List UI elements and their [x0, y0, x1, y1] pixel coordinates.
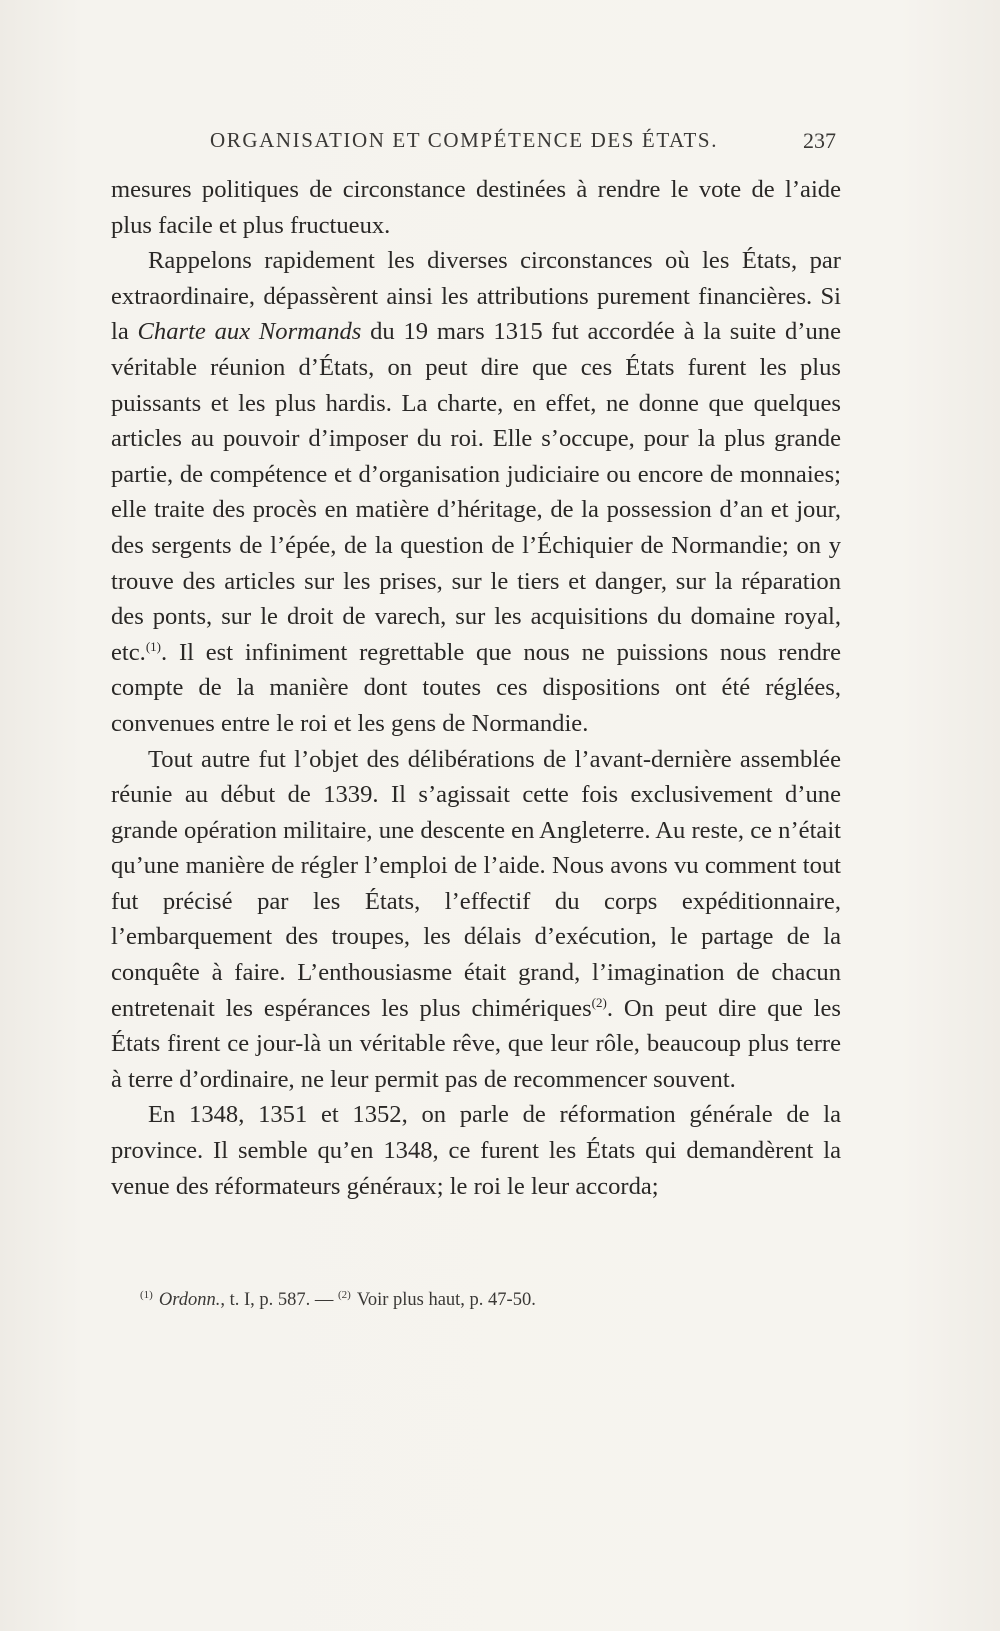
paragraph-3: [111, 742, 841, 1098]
paragraph-4-text: En 1348, 1351 et 1352, on parle de réformation générale de la province. Il semble qu’en 1348, ce furent les États qui demandèrent la venue des réformateurs généraux; le roi le leur accorda;: [111, 1101, 841, 1200]
running-title: ORGANISATION ET COMPÉTENCE DES ÉTATS.: [210, 128, 719, 152]
paragraph-4: [111, 1097, 841, 1204]
paragraph-3-text-b: . On peut dire que les États firent ce jour-là un véritable rêve, que leur rôle, beaucoup plus terre à terre d’ordinaire, ne leur permit pas de recommencer souvent.: [111, 994, 842, 1093]
paragraph-1-text: mesures politiques de circonstance destinées à rendre le vote de l’aide plus facile et plus fructueux.: [111, 176, 841, 239]
footnote-2-text: Voir plus haut, p. 47-50.: [356, 1290, 536, 1310]
footnote-2-mark: (2): [338, 1289, 351, 1301]
footnote-ref-1: (1): [145, 638, 161, 654]
footnote-1-italic: Ordonn.: [158, 1290, 221, 1310]
paragraph-2-text-b: du 19 mars 1315 fut accordée à la suite d’une véritable réunion d’États, on peut dire que ces États furent les plus puissants et les plus hardis. La charte, en effet, ne donne que quelques articles au pouvoir d’imposer du roi. Elle s’occupe, pour la plus grande partie, de compétence et d’organisation judiciaire ou encore de monnaies; elle traite des procès en matière d’héritage, de la possession d’an et jour, des sergents de l’épée, de la question de l’Échiquier de Normandie; on y trouve des articles sur les prises, sur le tiers et danger, sur la réparation des ponts, sur le droit de varech, sur les acquisitions du domaine royal, etc.: [111, 318, 841, 666]
paragraph-3-text-a: Tout autre fut l’objet des délibérations de l’avant-dernière assemblée réunie au début de 1339. Il s’agissait cette fois exclusivement d’une grande opération militaire, une descente en Angleterre. Au reste, ce n’était qu’une manière de régler l’emploi de l’aide. Nous avons vu comment tout fut précisé par les États, l’effectif du corps expéditionnaire, l’embarquement des troupes, les délais d’exécution, le partage de la conquête à faire. L’enthousiasme était grand, l’imagination de chacun entretenait les espérances les plus chimériques: [111, 745, 841, 1022]
running-header: [210, 128, 836, 153]
main-text: [111, 172, 841, 1204]
footnote-1-mark: (1): [140, 1289, 153, 1301]
paragraph-2-text-a: Rappelons rapidement les diverses circonstances où les États, par extraordinaire, dépassèrent ainsi les attributions purement financières. Si la: [111, 247, 841, 346]
paragraph-2: [111, 243, 841, 741]
page-number: 237: [803, 128, 836, 153]
charte-title-italic: Charte aux Normands: [137, 318, 362, 346]
paragraph-1: [111, 172, 841, 243]
footnotes: [140, 1290, 820, 1311]
footnote-ref-2: (2): [591, 994, 607, 1010]
paragraph-2-text-c: . Il est infiniment regrettable que nous ne puissions nous rendre compte de la manière dont toutes ces dispositions ont été réglées, convenues entre le roi et les gens de Normandie.: [111, 638, 841, 737]
footnote-1-text: , t. I, p. 587. —: [220, 1290, 339, 1310]
